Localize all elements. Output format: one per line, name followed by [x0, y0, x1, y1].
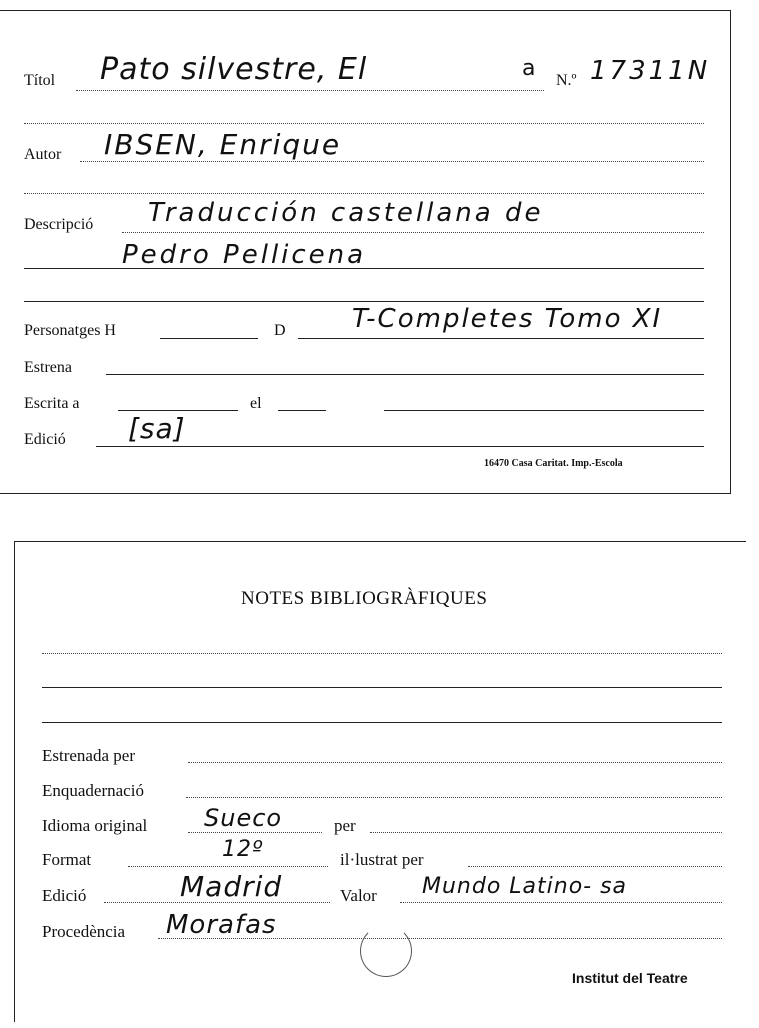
estrenada-label: Estrenada per: [42, 746, 135, 765]
titol-value: Pato silvestre, El: [100, 52, 368, 87]
autor-label: Autor: [24, 146, 62, 163]
procedencia-value: Morafas: [166, 910, 277, 940]
format-label: Format: [42, 850, 92, 869]
idioma-per-line: [370, 832, 722, 833]
back-edicio-label: Edició: [42, 886, 87, 905]
idioma-label: Idioma original: [42, 816, 148, 835]
titol-line: [76, 90, 544, 91]
el-label: el: [250, 395, 262, 412]
illustrat-line: [468, 866, 722, 867]
personatges-value: T-Completes Tomo XI: [352, 304, 663, 334]
personatges-label: Personatges H: [24, 322, 116, 339]
back-edicio-value: Madrid: [180, 870, 283, 903]
autor-line: [80, 161, 704, 162]
titol-extra-line: [24, 123, 704, 124]
format-value: 12º: [222, 837, 264, 862]
edicio-line: [96, 446, 704, 447]
notes-line-1: [42, 653, 722, 654]
notes-heading: NOTES BIBLIOGRÀFIQUES: [241, 588, 488, 609]
el-line-1: [278, 410, 326, 411]
edicio-value: [sa]: [128, 412, 186, 445]
descripcio-value-2: Pedro Pellicena: [122, 240, 367, 270]
autor-extra-line: [24, 193, 704, 194]
punch-hole: [360, 925, 412, 977]
valor-value: Mundo Latino- sa: [422, 874, 628, 899]
idioma-per-label: per: [334, 816, 356, 835]
personatges-d-line: [298, 338, 704, 339]
numero-label: N.º: [556, 72, 577, 89]
el-line-2: [384, 410, 704, 411]
escrita-label: Escrita a: [24, 395, 80, 412]
edicio-label: Edició: [24, 431, 66, 448]
printer-imprint: 16470 Casa Caritat. Imp.-Escola: [484, 458, 623, 469]
escrita-line: [118, 410, 238, 411]
illustrat-label: il·lustrat per: [340, 850, 424, 869]
descripcio-label: Descripció: [24, 216, 94, 233]
descripcio-value-1: Traducción castellana de: [148, 198, 544, 228]
notes-line-3: [42, 722, 722, 723]
estrena-label: Estrena: [24, 359, 72, 376]
idioma-value: Sueco: [204, 804, 283, 832]
idioma-line: [188, 832, 322, 833]
valor-line: [400, 902, 722, 903]
titol-label: Títol: [24, 72, 56, 89]
descripcio-line-1: [122, 232, 704, 233]
numero-value: 17311N: [590, 56, 711, 86]
personatges-d-label: D: [274, 322, 286, 339]
personatges-h-line: [160, 338, 258, 339]
procedencia-label: Procedència: [42, 922, 126, 941]
notes-line-2: [42, 687, 722, 688]
institut-footer: Institut del Teatre: [572, 970, 688, 986]
estrena-line: [106, 374, 704, 375]
letter-marker: a: [522, 56, 536, 81]
estrenada-line: [188, 762, 722, 763]
enquadernacio-label: Enquadernació: [42, 781, 144, 800]
format-line: [128, 866, 328, 867]
descripcio-line-3: [24, 301, 704, 302]
autor-value: IBSEN, Enrique: [104, 128, 342, 161]
valor-label: Valor: [340, 886, 377, 905]
enquadernacio-line: [186, 797, 722, 798]
